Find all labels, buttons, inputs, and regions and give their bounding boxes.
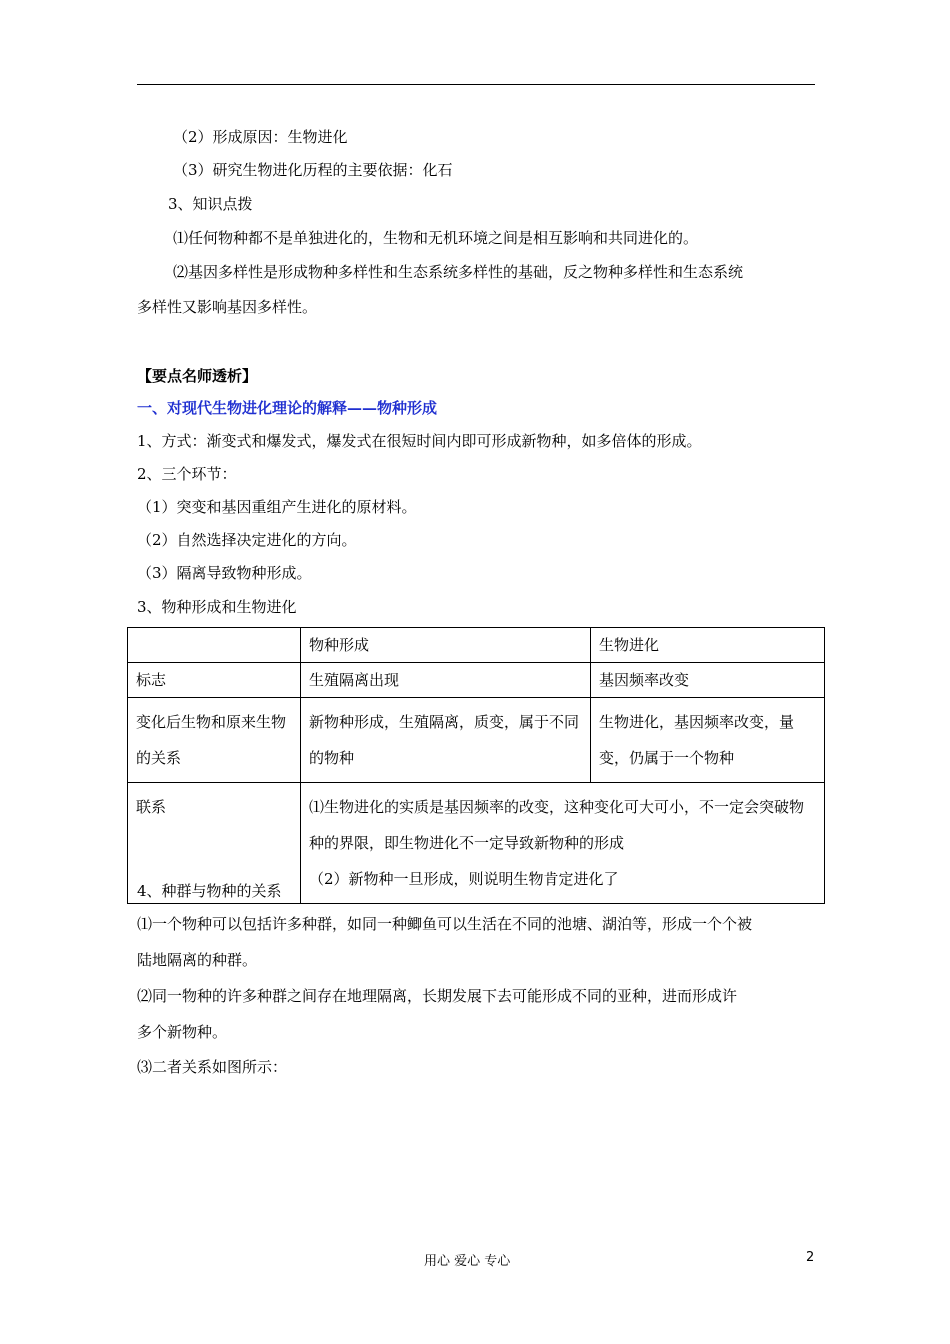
header-rule	[137, 84, 815, 85]
text-line: （2）自然选择决定进化的方向。	[137, 531, 357, 549]
table-cell	[128, 628, 301, 663]
text-line: ⑴一个物种可以包括许多种群，如同一种鲫鱼可以生活在不同的池塘、湖泊等，形成一个个被	[137, 915, 753, 933]
link-text: ⑴生物进化的实质是基因频率的改变，这种变化可大可小，不一定会突破物种的界限，即生物进化不一定导致新物种的形成	[309, 798, 805, 852]
comparison-table	[127, 627, 825, 904]
text-line: （1）突变和基因重组产生进化的原材料。	[137, 498, 417, 516]
table-header-row	[128, 628, 825, 663]
table-cell-merged	[301, 783, 825, 904]
text-line: ⑵同一物种的许多种群之间存在地理隔离，长期发展下去可能形成不同的亚种，进而形成许	[137, 987, 738, 1005]
footer-text: 用心 爱心 专心	[424, 1254, 511, 1269]
table-cell: 联系	[128, 783, 301, 904]
link-text: （2）新物种一旦形成，则说明生物肯定进化了	[309, 870, 619, 888]
text-line: （3）隔离导致物种形成。	[137, 564, 312, 582]
table-cell: 生殖隔离出现	[301, 663, 591, 698]
text-line: 多样性又影响基因多样性。	[137, 298, 318, 316]
subheading: 一、对现代生物进化理论的解释——物种形成	[137, 399, 438, 417]
text-line: （2）形成原因：生物进化	[173, 128, 348, 146]
table-cell: 变化后生物和原来生物的关系	[128, 698, 301, 783]
table-cell: 生物进化，基因频率改变，量变，仍属于一个物种	[591, 698, 825, 783]
text-line: 3、知识点拨	[168, 195, 253, 213]
text-line: 1、方式：渐变式和爆发式，爆发式在很短时间内即可形成新物种，如多倍体的形成。	[137, 432, 702, 450]
table-cell: 新物种形成，生殖隔离，质变，属于不同的物种	[301, 698, 591, 783]
text-line: 2、三个环节：	[137, 465, 237, 483]
text-line: 4、种群与物种的关系	[137, 882, 282, 900]
table-row	[128, 698, 825, 783]
text-line: 多个新物种。	[137, 1023, 228, 1041]
text-line: ⑶二者关系如图所示：	[137, 1058, 288, 1076]
table-row	[128, 663, 825, 698]
section-heading: 【要点名师透析】	[137, 367, 258, 385]
text-line: ⑵基因多样性是形成物种多样性和生态系统多样性的基础，反之物种多样性和生态系统	[173, 263, 744, 281]
table-cell: 基因频率改变	[591, 663, 825, 698]
text-line: 陆地隔离的种群。	[137, 951, 258, 969]
text-line: 3、物种形成和生物进化	[137, 598, 297, 616]
table-cell: 物种形成	[301, 628, 591, 663]
table-cell: 标志	[128, 663, 301, 698]
text-line: ⑴任何物种都不是单独进化的，生物和无机环境之间是相互影响和共同进化的。	[173, 229, 699, 247]
page-number: 2	[806, 1250, 815, 1265]
text-line: （3）研究生物进化历程的主要依据：化石	[173, 161, 453, 179]
table-cell: 生物进化	[591, 628, 825, 663]
